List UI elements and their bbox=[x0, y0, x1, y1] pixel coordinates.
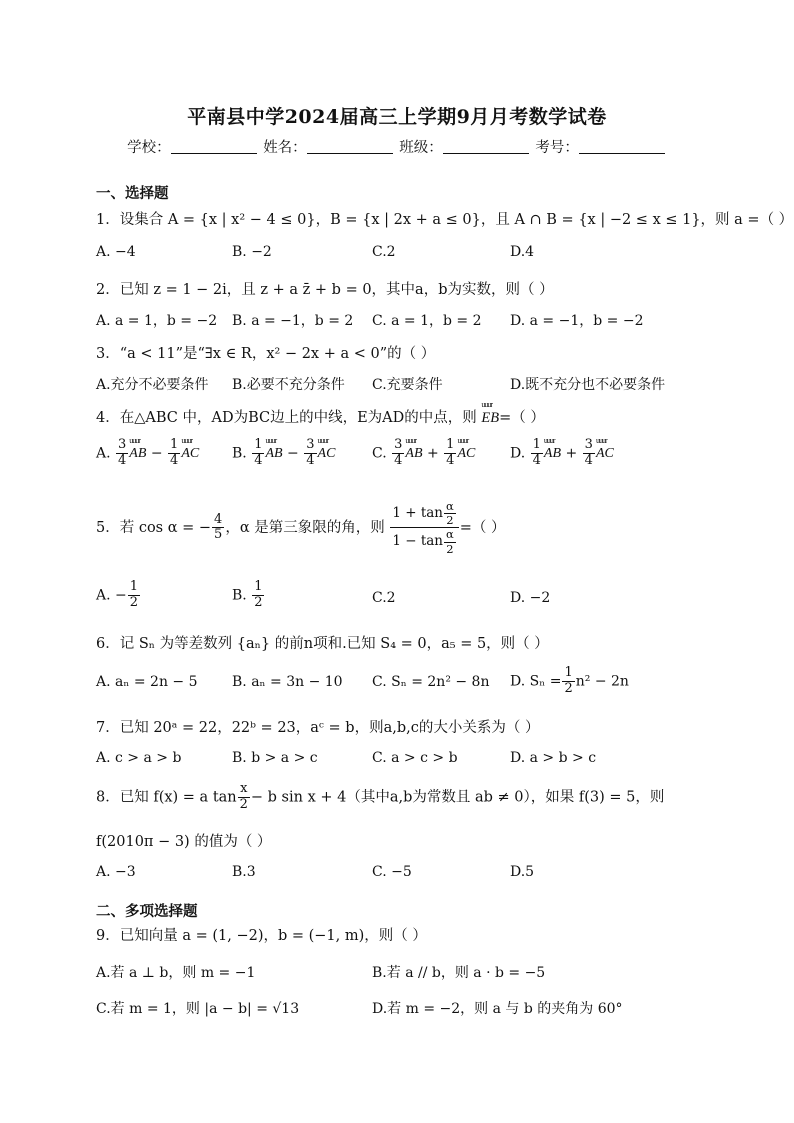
q2-option-d[interactable]: D. a = −1，b = −2 bbox=[510, 313, 644, 329]
section-heading-single-choice: 一、选择题 bbox=[96, 185, 169, 202]
class-label: 班级： bbox=[399, 140, 443, 156]
q5-option-d[interactable]: D. −2 bbox=[510, 590, 551, 606]
q8-option-c[interactable]: C. −5 bbox=[372, 864, 412, 880]
page-title: 平南县中学2024届高三上学期9月月考数学试卷 bbox=[187, 106, 607, 128]
q5-option-b[interactable]: B. $\frac{1}{2}$ bbox=[232, 579, 263, 610]
q1-option-d[interactable]: D.4 bbox=[510, 244, 535, 260]
vector-eb: uuur EB bbox=[481, 410, 499, 427]
q5-option-a[interactable]: A. − $\frac{1}{2}$ bbox=[96, 579, 139, 610]
q6-option-b[interactable]: B. aₙ = 3n − 10 bbox=[232, 674, 343, 690]
question-4-stem: 4．在△ABC 中，AD为BC边上的中线，E为AD的中点，则 uuur EB=（ ） bbox=[96, 406, 545, 427]
question-2-stem: 2．已知 z = 1 − 2i，且 z + a z̄ + b = 0，其中a，b为实数，则（ ） bbox=[96, 282, 554, 298]
q1-option-c[interactable]: C.2 bbox=[372, 244, 396, 260]
exam-no-blank[interactable] bbox=[579, 139, 665, 154]
q4-option-d[interactable]: D. $\frac{1}{4}$ uuur AB + $\frac{3}{4}$ uuur AC bbox=[510, 438, 614, 469]
question-1-stem: 1．设集合 A = {x | x² − 4 ≤ 0}，B = {x | 2x + a ≤ 0}，且 A ∩ B = {x | −2 ≤ x ≤ 1}，则 a =（ ） bbox=[96, 212, 794, 228]
question-6-stem: 6．记 Sₙ 为等差数列 {aₙ} 的前n项和.已知 S₄ = 0，a₅ = 5，则（ ） bbox=[96, 636, 549, 652]
q2-option-a[interactable]: A. a = 1，b = −2 bbox=[96, 313, 218, 329]
question-7-stem: 7．已知 20ᵃ = 22，22ᵇ = 23，aᶜ = b，则a,b,c的大小关系为（ ） bbox=[96, 720, 540, 736]
school-label: 学校： bbox=[127, 140, 171, 156]
q9-option-d[interactable]: D.若 m = −2，则 a 与 b 的夹角为 60° bbox=[372, 1001, 623, 1017]
exam-no-label: 考号： bbox=[535, 140, 579, 156]
q3-option-c[interactable]: C.充要条件 bbox=[372, 377, 443, 393]
q6-option-a[interactable]: A. aₙ = 2n − 5 bbox=[96, 674, 198, 690]
q9-option-a[interactable]: A.若 a ⊥ b，则 m = −1 bbox=[96, 965, 256, 981]
q8-option-a[interactable]: A. −3 bbox=[96, 864, 136, 880]
q5-option-c[interactable]: C.2 bbox=[372, 590, 396, 606]
q7-option-b[interactable]: B. b > a > c bbox=[232, 750, 318, 766]
q7-option-d[interactable]: D. a > b > c bbox=[510, 750, 597, 766]
question-5-stem: 5．若 cos α = − $\frac{4}{5}$ ，α 是第三象限的角，则 1 + tan $\frac{\alpha}{2}$ 1 − tan $\frac{\alpha}{2}$ =（ ） bbox=[96, 499, 506, 556]
q9-option-b[interactable]: B.若 a // b，则 a · b = −5 bbox=[372, 965, 546, 981]
school-blank[interactable] bbox=[171, 139, 257, 154]
section-heading-multiple-choice: 二、多项选择题 bbox=[96, 903, 198, 920]
q9-option-c[interactable]: C.若 m = 1，则 |a − b| = √13 bbox=[96, 1001, 300, 1017]
question-8-stem-line2: f(2010π − 3) 的值为（ ） bbox=[96, 834, 272, 850]
student-info-row bbox=[0, 136, 794, 157]
q2-option-c[interactable]: C. a = 1，b = 2 bbox=[372, 313, 482, 329]
q3-option-b[interactable]: B.必要不充分条件 bbox=[232, 377, 345, 393]
q1-option-b[interactable]: B. −2 bbox=[232, 244, 272, 260]
q6-option-c[interactable]: C. Sₙ = 2n² − 8n bbox=[372, 674, 490, 690]
question-3-stem: 3．“a < 11”是“∃x ∈ R，x² − 2x + a < 0”的（ ） bbox=[96, 346, 436, 362]
q3-option-d[interactable]: D.既不充分也不必要条件 bbox=[510, 377, 666, 393]
q2-option-b[interactable]: B. a = −1，b = 2 bbox=[232, 313, 354, 329]
q4-option-b[interactable]: B. $\frac{1}{4}$ uuur AB − $\frac{3}{4}$ uuur AC bbox=[232, 438, 335, 469]
q7-option-c[interactable]: C. a > c > b bbox=[372, 750, 458, 766]
q1-option-a[interactable]: A. −4 bbox=[96, 244, 136, 260]
q3-option-a[interactable]: A.充分不必要条件 bbox=[96, 377, 209, 393]
q6-option-d[interactable]: D. Sₙ = $\frac{1}{2}$ n² − 2n bbox=[510, 665, 629, 696]
q4-option-a[interactable]: A. $\frac{3}{4}$ uuur AB − $\frac{1}{4}$ uuur AC bbox=[96, 438, 199, 469]
name-blank[interactable] bbox=[307, 139, 393, 154]
question-8-stem: 8．已知 f(x) = a tan $\frac{x}{2}$ − b sin x + 4（其中a,b为常数且 ab ≠ 0），如果 f(3) = 5，则 bbox=[96, 781, 665, 812]
q7-option-a[interactable]: A. c > a > b bbox=[96, 750, 182, 766]
class-blank[interactable] bbox=[443, 139, 529, 154]
name-label: 姓名： bbox=[263, 140, 307, 156]
q8-option-b[interactable]: B.3 bbox=[232, 864, 256, 880]
q4-option-c[interactable]: C. $\frac{3}{4}$ uuur AB + $\frac{1}{4}$ uuur AC bbox=[372, 438, 475, 469]
q8-option-d[interactable]: D.5 bbox=[510, 864, 535, 880]
question-9-stem: 9．已知向量 a = (1, −2)，b = (−1, m)，则（ ） bbox=[96, 928, 427, 944]
tan-half-ratio: 1 + tan $\frac{\alpha}{2}$ 1 − tan $\frac{\alpha}{2}$ bbox=[390, 500, 458, 556]
